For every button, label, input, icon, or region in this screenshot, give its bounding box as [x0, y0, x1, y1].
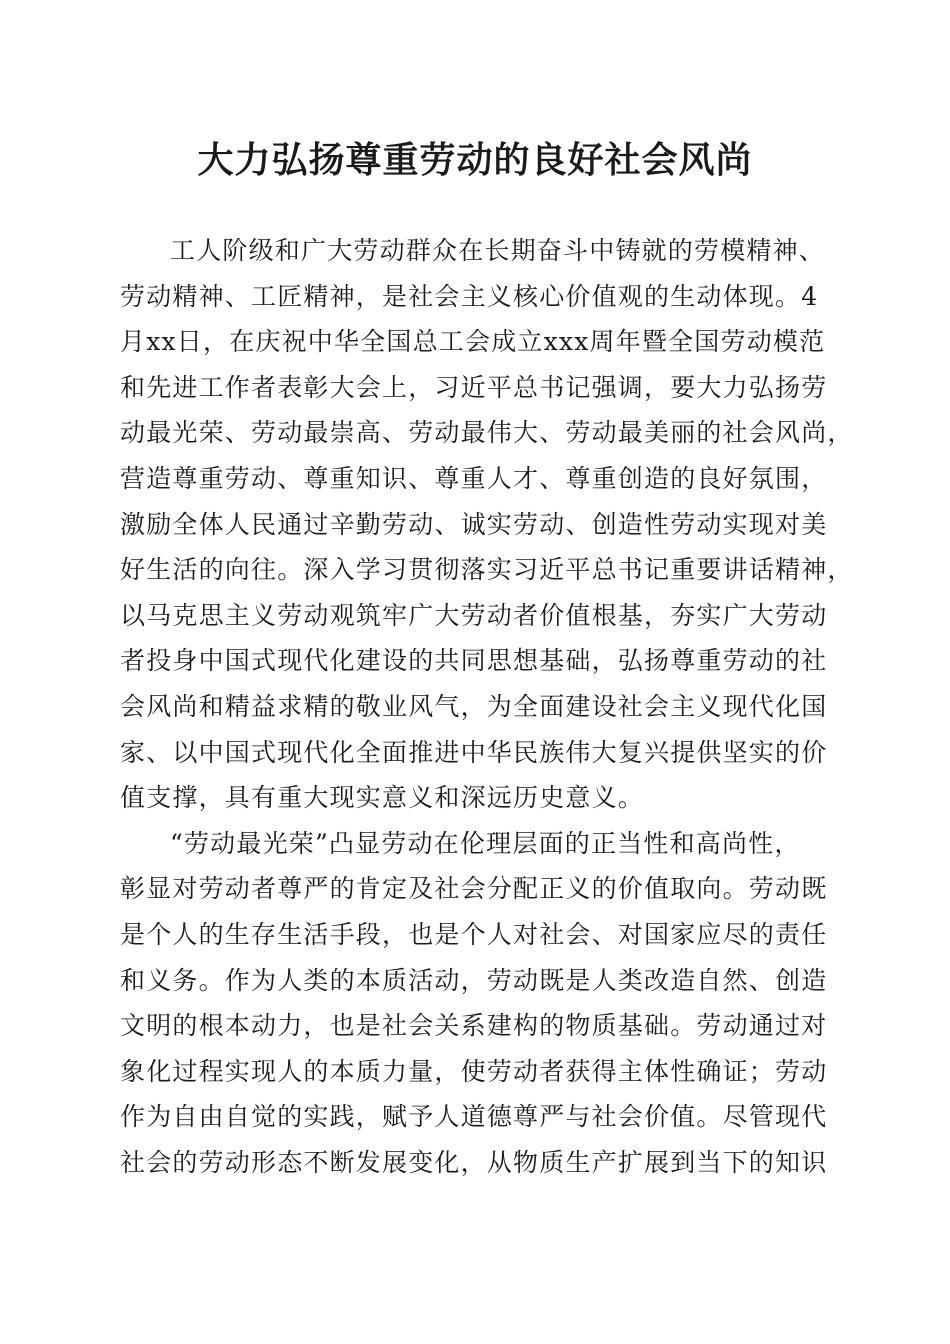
- text-line-paragraph-1-start: 工人阶级和广大劳动群众在长期奋斗中铸就的劳模精神、: [170, 236, 826, 265]
- text-line: 动最光荣、劳动最崇高、劳动最伟大、劳动最美丽的社会风尚，: [120, 418, 854, 448]
- text-line: 好生活的向往。深入学习贯彻落实习近平总书记重要讲话精神，: [120, 555, 854, 585]
- text-line: 会风尚和精益求精的敬业风气，为全面建设社会主义现代化国: [120, 691, 828, 721]
- document-body: [120, 228, 854, 1185]
- text-line: 值支撑，具有重大现实意义和深远历史意义。: [120, 783, 645, 813]
- text-line: 作为自由自觉的实践，赋予人道德尊严与社会价值。尽管现代: [120, 1102, 828, 1132]
- text-line-paragraph-2-start: “劳动最光荣”凸显劳动在伦理层面的正当性和高尚性，: [170, 828, 801, 858]
- text-line: 象化过程实现人的本质力量，使劳动者获得主体性确证；劳动: [120, 1056, 828, 1086]
- text-line: 激励全体人民通过辛勤劳动、诚实劳动、创造性劳动实现对美: [120, 509, 828, 539]
- text-line: 月xx日，在庆祝中华全国总工会成立xxx周年暨全国劳动模范: [120, 327, 826, 357]
- text-line: 社会的劳动形态不断发展变化，从物质生产扩展到当下的知识: [120, 1147, 828, 1177]
- text-line: 营造尊重劳动、尊重知识、尊重人才、尊重创造的良好氛围，: [120, 463, 828, 493]
- text-line: 以马克思主义劳动观筑牢广大劳动者价值根基，夯实广大劳动: [120, 600, 828, 630]
- text-line: 家、以中国式现代化全面推进中华民族伟大复兴提供坚实的价: [120, 737, 828, 767]
- text-line: 文明的根本动力，也是社会关系建构的物质基础。劳动通过对: [120, 1011, 828, 1041]
- text-line: 彰显对劳动者尊严的肯定及社会分配正义的价值取向。劳动既: [120, 874, 828, 904]
- document-title: 大力弘扬尊重劳动的良好社会风尚: [197, 139, 753, 181]
- text-line: 者投身中国式现代化建设的共同思想基础，弘扬尊重劳动的社: [120, 646, 828, 676]
- text-line: 和义务。作为人类的本质活动，劳动既是人类改造自然、创造: [120, 965, 828, 995]
- text-line: 劳动精神、工匠精神，是社会主义核心价值观的生动体现。4: [120, 281, 819, 311]
- text-line: 和先进工作者表彰大会上，习近平总书记强调，要大力弘扬劳: [120, 372, 828, 402]
- text-line: 是个人的生存生活手段，也是个人对社会、对国家应尽的责任: [120, 919, 828, 949]
